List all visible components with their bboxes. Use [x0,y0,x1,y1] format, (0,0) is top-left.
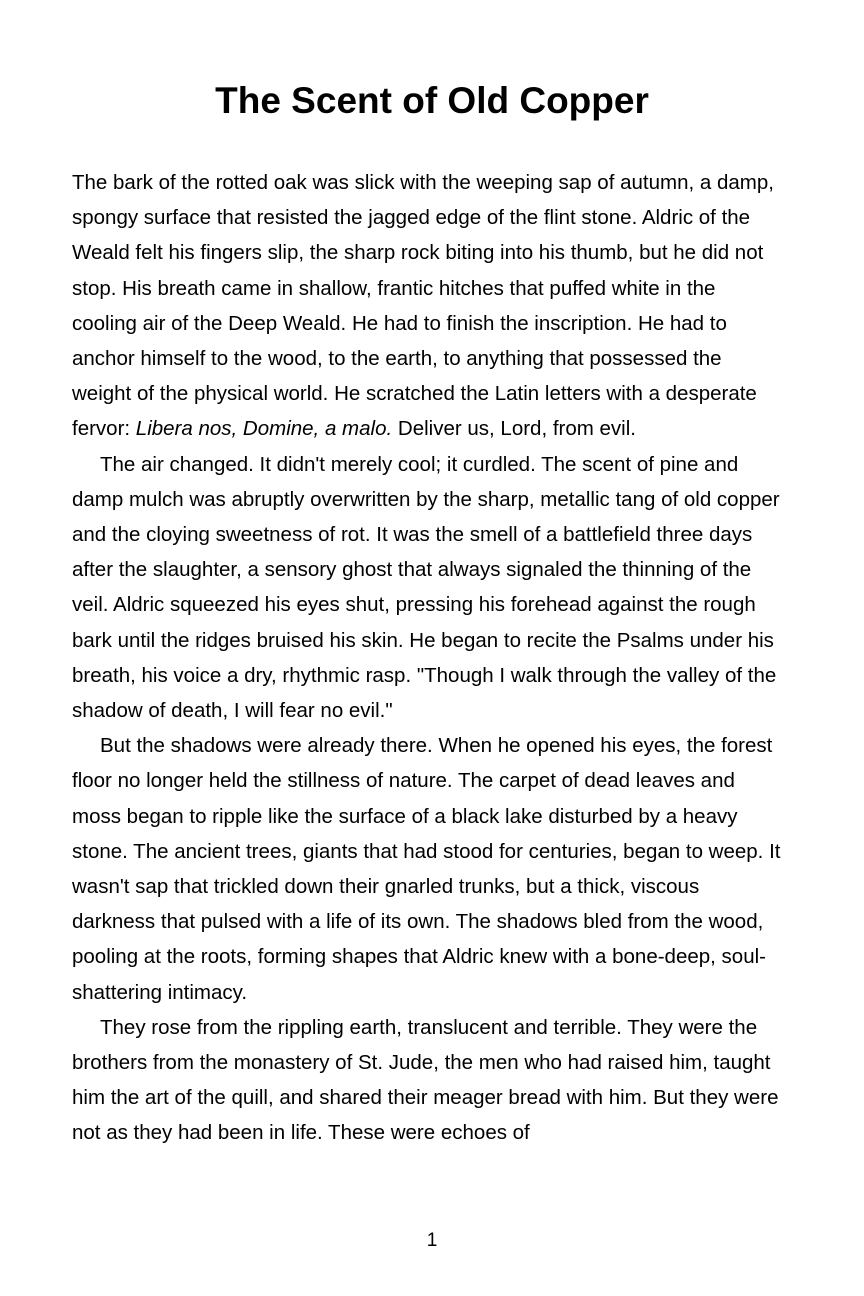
paragraph-1 [72,165,782,447]
latin-phrase: Libera nos, Domine, a malo. [135,417,393,441]
paragraph-3: But the shadows were already there. When he opened his eyes, the forest floor no longer held the stillness of nature. The carpet of dead leaves and moss began to ripple like the surface of a black lake disturbed by a heavy stone. The ancient trees, giants that had stood for centuries, began to weep. It wasn't sap that trickled down their gnarled trunks, but a thick, viscous darkness that pulsed with a life of its own. The shadows bled from the wood, pooling at the roots, forming shapes that Aldric knew with a bone-deep, soul-shattering intimacy. [72,734,781,1004]
paragraph-1-translation: Deliver us, Lord, from evil. [392,417,636,441]
page-number: 1 [426,1230,438,1251]
paragraph-2: The air changed. It didn't merely cool; it curdled. The scent of pine and damp mulch was abruptly overwritten by the sharp, metallic tang of old copper and the cloying sweetness of rot. It was the smell of a battlefield three days after the slaughter, a sensory ghost that always signaled the thinning of the veil. Aldric squeezed his eyes shut, pressing his forehead against the rough bark until the ridges bruised his skin. He began to recite the Psalms under his breath, his voice a dry, rhythmic rasp. "Though I walk through the valley of the shadow of death, I will fear no evil." [72,452,780,723]
body-text [72,165,782,1151]
paragraph-4: They rose from the rippling earth, translucent and terrible. They were the brothers from the monastery of St. Jude, the men who had raised him, taught him the art of the quill, and shared their meager bread with him. But they were not as they had been in life. These were echoes of [72,1015,779,1145]
paragraph-1-text: The bark of the rotted oak was slick with the weeping sap of autumn, a damp, spongy surface that resisted the jagged edge of the flint stone. Aldric of the Weald felt his fingers slip, the sharp rock biting into his thumb, but he did not stop. His breath came in shallow, frantic hitches that puffed white in the cooling air of the Deep Weald. He had to finish the inscription. He had to anchor himself to the wood, to the earth, to anything that possessed the weight of the physical world. He scratched the Latin letters with a desperate fervor: [72,171,774,441]
page-title: The Scent of Old Copper [215,80,649,121]
